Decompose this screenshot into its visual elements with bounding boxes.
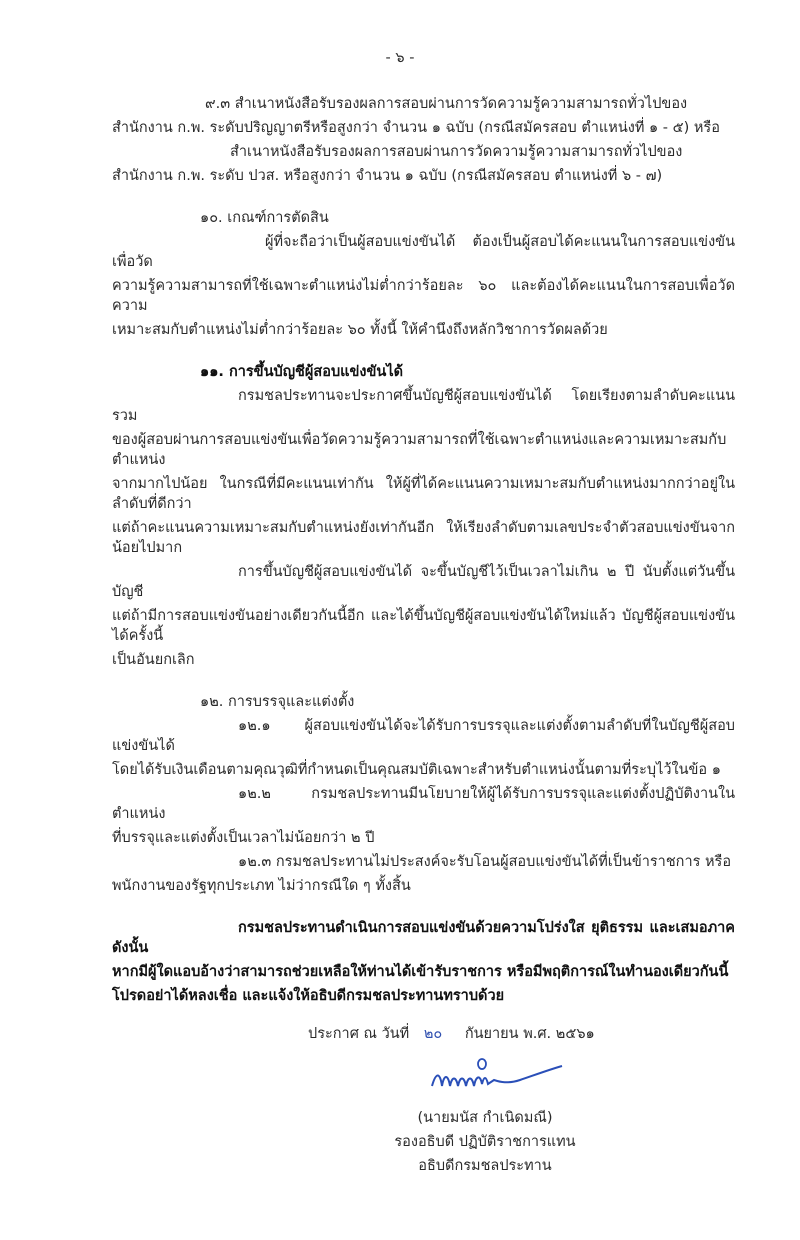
text-line: โปรดอย่าได้หลงเชื่อ และแจ้งให้อธิบดีกรมชลประทานทราบด้วย: [112, 988, 505, 1004]
page-number: - ๖ -: [385, 50, 415, 66]
text-line: แต่ถ้าคะแนนความเหมาะสมกับตำแหน่งยังเท่ากันอีก ให้เรียงลำดับตามเลขประจำตัวสอบแข่งขันจากน้อยไปมาก: [112, 520, 735, 556]
date-day: ๒๐: [423, 1026, 443, 1042]
text-line: เหมาะสมกับตำแหน่งไม่ต่ำกว่าร้อยละ ๖๐ ทั้งนี้ ให้คำนึงถึงหลักวิชาการวัดผลด้วย: [112, 322, 608, 338]
text-line: จากมากไปน้อย ในกรณีที่มีคะแนนเท่ากัน ให้ผู้ที่ได้คะแนนความเหมาะสมกับตำแหน่งมากกว่าอยู่ในลำดับที่ดีกว่า: [112, 476, 735, 512]
date-month-year: กันยายน พ.ศ. ๒๕๖๑: [464, 1026, 595, 1042]
text-line: ๑๒.๒ กรมชลประทานมีนโยบายให้ผู้ได้รับการบรรจุและแต่งตั้งปฏิบัติงานในตำแหน่ง: [112, 786, 735, 822]
section-heading: ๑๐. เกณฑ์การตัดสิน: [200, 210, 329, 226]
signatory-block: [390, 1108, 580, 1176]
text-line: สำนักงาน ก.พ. ระดับ ปวส. หรือสูงกว่า จำนวน ๑ ฉบับ (กรณีสมัครสอบ ตำแหน่งที่ ๖ - ๗): [112, 168, 663, 184]
text-line: แต่ถ้ามีการสอบแข่งขันอย่างเดียวกันนี้อีก และได้ขึ้นบัญชีผู้สอบแข่งขันได้ใหม่แล้ว บัญชีผู้สอบแข่งขันได้ครั้งนี้: [112, 608, 735, 644]
text-line: เป็นอันยกเลิก: [112, 652, 195, 668]
date-prefix: ประกาศ ณ วันที่: [308, 1026, 410, 1042]
text-line: ความรู้ความสามารถที่ใช้เฉพาะตำแหน่งไม่ต่ำกว่าร้อยละ ๖๐ และต้องได้คะแนนในการสอบเพื่อวัดความ: [112, 278, 735, 314]
section-9-3: [112, 94, 735, 186]
text-line: หากมีผู้ใดแอบอ้างว่าสามารถช่วยเหลือให้ท่านได้เข้ารับราชการ หรือมีพฤติการณ์ในทำนองเดียวกันนี้: [112, 964, 729, 980]
notice-paragraph: [112, 918, 735, 1006]
text-line: กรมชลประทานดำเนินการสอบแข่งขันด้วยความโปร่งใส ยุติธรรม และเสมอภาค ดังนั้น: [112, 920, 735, 956]
text-line: กรมชลประทานจะประกาศขึ้นบัญชีผู้สอบแข่งขันได้ โดยเรียงตามลำดับคะแนนรวม: [112, 388, 735, 424]
section-11: [112, 362, 735, 670]
section-heading: ๑๒. การบรรจุและแต่งตั้ง: [200, 694, 355, 710]
text-line: ๙.๓ สำเนาหนังสือรับรองผลการสอบผ่านการวัดความรู้ความสามารถทั่วไปของ: [205, 96, 688, 112]
text-line: ที่บรรจุและแต่งตั้งเป็นเวลาไม่น้อยกว่า ๒ ปี: [112, 830, 375, 846]
section-10: [112, 208, 735, 340]
signature-mark: [428, 1054, 568, 1098]
text-line: สำนักงาน ก.พ. ระดับปริญญาตรีหรือสูงกว่า จำนวน ๑ ฉบับ (กรณีสมัครสอบ ตำแหน่งที่ ๑ - ๕) หรือ: [112, 120, 720, 136]
section-12: [112, 692, 735, 896]
signatory-title: อธิบดีกรมชลประทาน: [418, 1158, 552, 1174]
text-line: ผู้ที่จะถือว่าเป็นผู้สอบแข่งขันได้ ต้องเป็นผู้สอบได้คะแนนในการสอบแข่งขันเพื่อวัด: [112, 234, 735, 270]
text-line: พนักงานของรัฐทุกประเภท ไม่ว่ากรณีใด ๆ ทั้งสิ้น: [112, 878, 411, 894]
text-line: โดยได้รับเงินเดือนตามคุณวุฒิที่กำหนดเป็นคุณสมบัติเฉพาะสำหรับตำแหน่งนั้นตามที่ระบุไว้ในข้อ ๑: [112, 762, 721, 778]
announcement-date: [112, 1024, 735, 1044]
text-line: การขึ้นบัญชีผู้สอบแข่งขันได้ จะขึ้นบัญชีไว้เป็นเวลาไม่เกิน ๒ ปี นับตั้งแต่วันขึ้นบัญชี: [112, 564, 735, 600]
signature: [112, 1054, 735, 1102]
text-line: ๑๒.๓ กรมชลประทานไม่ประสงค์จะรับโอนผู้สอบแข่งขันได้ที่เป็นข้าราชการ หรือ: [238, 854, 732, 870]
text-line: สำเนาหนังสือรับรองผลการสอบผ่านการวัดความรู้ความสามารถทั่วไปของ: [230, 144, 683, 160]
signatory-position: รองอธิบดี ปฏิบัติราชการแทน: [394, 1134, 576, 1150]
section-heading: ๑๑. การขึ้นบัญชีผู้สอบแข่งขันได้: [200, 364, 404, 380]
text-line: ของผู้สอบผ่านการสอบแข่งขันเพื่อวัดความรู้ความสามารถที่ใช้เฉพาะตำแหน่งและความเหมาะสมกับตำแหน่ง: [112, 432, 727, 468]
text-line: ๑๒.๑ ผู้สอบแข่งขันได้จะได้รับการบรรจุและแต่งตั้งตามลำดับที่ในบัญชีผู้สอบแข่งขันได้: [112, 718, 735, 754]
signatory-name: (นายมนัส กำเนิดมณี): [417, 1110, 553, 1126]
